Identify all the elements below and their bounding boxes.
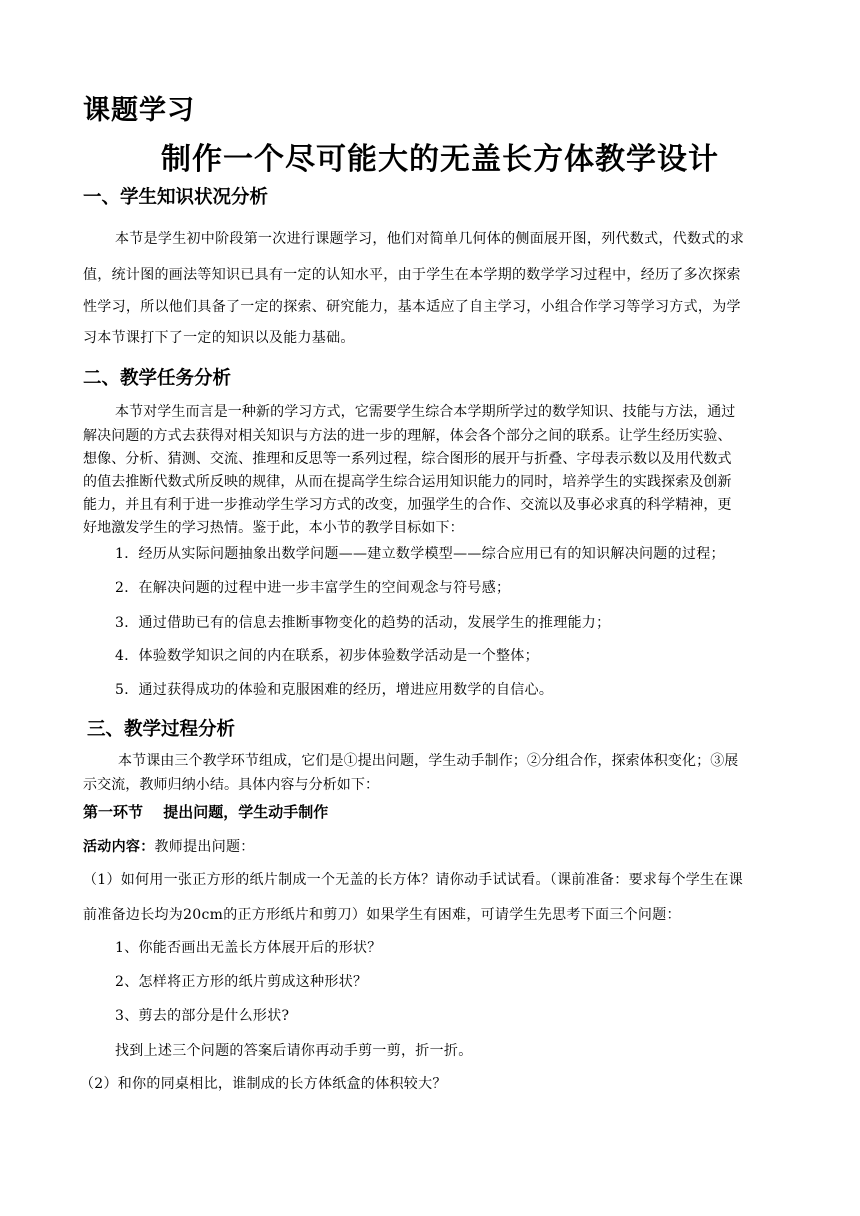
stage-1-heading: 第一环节 提出问题，学生动手制作	[83, 803, 329, 821]
document-title: 制作一个尽可能大的无盖长方体教学设计	[161, 142, 719, 177]
activity-label: 活动内容：	[83, 839, 155, 855]
paragraph-line: 能力，并且有利于进一步推动学生学习方式的改变，加强学生的合作、交流以及事必求真的科学精神，更	[83, 497, 732, 513]
goal-item-4: 4．体验数学知识之间的内在联系，初步体验数学活动是一个整体；	[115, 648, 539, 664]
paragraph-line: 本节课由三个教学环节组成，它们是①提出问题，学生动手制作；②分组合作，探索体积变化；③展	[118, 753, 739, 769]
paragraph-line: 示交流，教师归纳小结。具体内容与分析如下：	[83, 777, 380, 793]
topic-heading: 课题学习	[83, 95, 195, 126]
question-2-line: （2）和你的同桌相比，谁制成的长方体纸盒的体积较大？	[80, 1076, 447, 1092]
goal-item-3: 3．通过借助已有的信息去推断事物变化的趋势的活动，发展学生的推理能力；	[115, 615, 611, 631]
paragraph-line: 本节对学生而言是一种新的学习方式，它需要学生综合本学期所学过的数学知识、技能与方法，通过	[115, 404, 736, 420]
follow-up-text: 找到上述三个问题的答案后请你再动手剪一剪，折一折。	[115, 1043, 473, 1059]
goal-item-2: 2．在解决问题的过程中进一步丰富学生的空间观念与符号感；	[115, 580, 511, 596]
paragraph-line: 解决问题的方式去获得对相关知识与方法的进一步的理解，体会各个部分之间的联系。让学生经历实验、	[83, 428, 732, 444]
paragraph-line: 本节是学生初中阶段第一次进行课题学习，他们对简单几何体的侧面展开图，列代数式，代数式的求	[115, 231, 745, 247]
paragraph-line: 好地激发学生的学习热情。鉴于此，本小节的教学目标如下：	[83, 520, 464, 536]
paragraph-line: 的值去推断代数式所反映的规律，从而在提高学生综合运用知识能力的同时，培养学生的实践探索及创新	[83, 474, 732, 490]
paragraph-line: 想像、分析、猜测、交流、推理和反思等一系列过程，综合图形的展开与折叠、字母表示数以及用代数式	[83, 451, 732, 467]
paragraph-line: 性学习，所以他们具备了一定的探索、研究能力，基本适应了自主学习，小组合作学习等学习方式，为学	[83, 299, 741, 315]
goal-item-5: 5．通过获得成功的体验和克服困难的经历，增进应用数学的自信心。	[115, 682, 554, 698]
section-heading-3: 三、教学过程分析	[87, 719, 236, 740]
activity-text: 教师提出问题：	[154, 839, 255, 855]
section-heading-1: 一、学生知识状况分析	[83, 187, 269, 208]
sub-question-1: 1、你能否画出无盖长方体展开后的形状？	[115, 940, 382, 956]
section-heading-2: 二、教学任务分析	[83, 368, 232, 389]
goal-item-1: 1．经历从实际问题抽象出数学问题——建立数学模型——综合应用已有的知识解决问题的过程；	[115, 546, 725, 562]
paragraph-line: 值，统计图的画法等知识已具有一定的认知水平，由于学生在本学期的数学学习过程中，经历了多次探索	[83, 267, 741, 283]
question-1-line: 前准备边长均为20cm的正方形纸片和剪刀）如果学生有困难，可请学生先思考下面三个问题：	[83, 907, 681, 923]
paragraph-line: 习本节课打下了一定的知识以及能力基础。	[83, 330, 355, 346]
sub-question-2: 2、怎样将正方形的纸片剪成这种形状？	[115, 974, 368, 990]
question-1-line: （1）如何用一张正方形的纸片制成一个无盖的长方体？请你动手试试看。（课前准备：要求每个学生在课	[83, 872, 744, 888]
activity-line	[83, 836, 255, 856]
sub-question-3: 3、剪去的部分是什么形状?	[115, 1008, 290, 1024]
